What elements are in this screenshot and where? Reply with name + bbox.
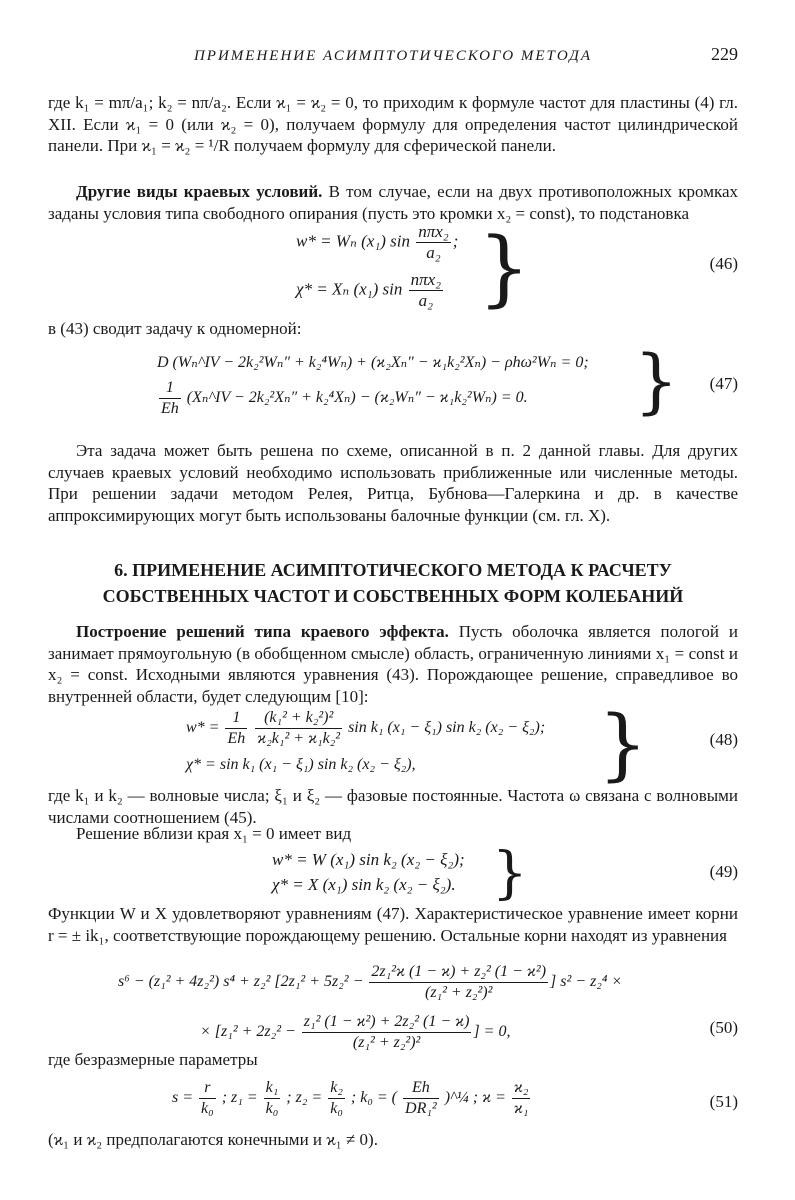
- section-heading-line-1: 6. ПРИМЕНЕНИЕ АСИМПТОТИЧЕСКОГО МЕТОДА К РАСЧЕТУ: [114, 560, 672, 580]
- eq50-l2a: × [z₁² + 2z₂² −: [200, 1023, 296, 1041]
- eq46-number: (46): [709, 254, 738, 273]
- eq48-frac-2-num: (k₁² + k₂²)²: [255, 708, 342, 729]
- paragraph-6-text: где k₁ и k₂ — волновые числа; ξ₁ и ξ₂ — фазовые постоянные. Частота ω связана с волновыми числами соотношением (45).: [48, 786, 738, 827]
- paragraph-3-text: в (43) сводит задачу к одномерной:: [48, 319, 302, 338]
- eq48-frac-1-num: 1: [225, 708, 247, 729]
- eq47-frac-num: 1: [159, 378, 181, 399]
- eq46-frac-1-num: nπx₂: [418, 222, 449, 241]
- eq47-frac: [159, 378, 181, 419]
- eq51-frac-z1-num: k₁: [264, 1078, 281, 1099]
- eq50-frac-2-den: (z₁² + z₂²)²: [352, 1034, 421, 1051]
- paragraph-9: [48, 1049, 738, 1071]
- eq46-frac-1: [416, 222, 450, 263]
- running-header: [48, 44, 738, 68]
- eq47-frac-den: Eh: [161, 400, 179, 417]
- section-heading: [48, 557, 738, 609]
- paragraph-5-heading: Построение решений типа краевого эффекта.: [76, 622, 449, 641]
- eq51-k0: ; k₀ = (: [350, 1089, 398, 1107]
- eq51-s: s =: [172, 1089, 194, 1107]
- eq47-line-2: [157, 378, 528, 419]
- eq46-frac-1-den: a₂: [426, 243, 441, 262]
- eq46-line-2: [296, 270, 445, 311]
- eq47-line-1: D (Wₙ^IV − 2k₂²Wₙ″ + k₂⁴Wₙ) + (ϰ₂Xₙ″ − ϰ₁k₂²Xₙ) − ρhω²Wₙ = 0;: [157, 354, 589, 371]
- paragraph-2-heading: Другие виды краевых условий.: [76, 182, 323, 201]
- paragraph-2-text: В том случае, если на двух противоположных кромках заданы условия типа свободного опирания (пусть это кромки x₂ = const), то подстановка: [48, 182, 739, 223]
- paragraph-10-text: (ϰ₁ и ϰ₂ предполагаются конечными и ϰ₁ ≠ 0).: [48, 1130, 378, 1149]
- paragraph-2: [48, 181, 738, 224]
- eq51-frac-s-den: k₀: [201, 1100, 214, 1117]
- header-title: ПРИМЕНЕНИЕ АСИМПТОТИЧЕСКОГО МЕТОДА: [193, 48, 593, 64]
- eq50-frac-1-num: 2z₁²ϰ (1 − ϰ) + z₂² (1 − ϰ²): [369, 962, 548, 983]
- eq50-number: (50): [709, 1018, 738, 1037]
- eq46-l1-end: ;: [452, 231, 459, 251]
- eq49-number: (49): [709, 862, 738, 881]
- eq50-frac-1-den: (z₁² + z₂²)²: [424, 984, 493, 1001]
- eq46-l2: χ* = Xₙ (x₁) sin: [296, 279, 403, 299]
- eq46-brace: }: [478, 221, 531, 316]
- eq46-line-1: [296, 222, 458, 263]
- eq51-frac-z2-num: k₂: [328, 1078, 345, 1099]
- eq48-number: (48): [709, 730, 738, 749]
- eq46-frac-2-num: nπx₂: [410, 270, 442, 289]
- eq48-line-1: [186, 708, 545, 749]
- eq50-l1b: ] s² − z₂⁴ ×: [550, 973, 623, 991]
- eq51-number: (51): [709, 1092, 738, 1111]
- eq46-l1: w* = Wₙ (x₁) sin: [296, 231, 410, 251]
- paragraph-8-text: Функции W и X удовлетворяют уравнениям (47). Характеристическое уравнение имеет корни r = ± ik₁, соответствующие порождающему решению. Остальные корни находят из уравнения: [48, 904, 738, 945]
- eq48-line-2: χ* = sin k₁ (x₁ − ξ₁) sin k₂ (x₂ − ξ₂),: [186, 756, 416, 773]
- eq51-frac-z2-den: k₀: [330, 1100, 343, 1117]
- eq48-frac-2-den: ϰ₂k₁² + ϰ₁k₂²: [257, 730, 341, 747]
- paragraph-5-text: Пусть оболочка является пологой и занимает прямоугольную (в обобщенном смысле) область, ограниченную линиями x₁ = const и x₂ = const. Исходными являются уравнения (43). Порождающее решение, справедливое во внутренней области, будет следующим [10]:: [48, 622, 738, 706]
- eq49-line-1: w* = W (x₁) sin k₂ (x₂ − ξ₂);: [272, 850, 465, 869]
- eq51-frac-z2: [328, 1078, 345, 1119]
- section-heading-line-2: СОБСТВЕННЫХ ЧАСТОТ И СОБСТВЕННЫХ ФОРМ КОЛЕБАНИЙ: [102, 586, 684, 606]
- paragraph-7-text: Решение вблизи края x₁ = 0 имеет вид: [76, 824, 352, 843]
- eq51-frac-kappa-den: ϰ₁: [513, 1100, 529, 1117]
- paragraph-1-text: где k₁ = mπ/a₁; k₂ = nπ/a₂. Если ϰ₁ = ϰ₂ = 0, то приходим к формуле частот для пластины (4) гл. XII. Если ϰ₁ = 0 (или ϰ₂ = 0), получаем формулу для определения частот цилиндрической панели. При ϰ₁ = ϰ₂ = ¹/R получаем формулу для сферической панели.: [48, 93, 738, 155]
- eq51-frac-k0-den: DR₁²: [405, 1100, 437, 1117]
- eq50-line-1: [118, 962, 622, 1003]
- eq49-brace: }: [492, 841, 528, 906]
- eq48-frac-2: [255, 708, 342, 749]
- eq48-frac-1-den: Eh: [227, 730, 246, 747]
- eq48-frac-1: [225, 708, 247, 749]
- paragraph-1: [48, 92, 738, 157]
- eq51-frac-s: [199, 1078, 216, 1119]
- eq50-frac-2-num: z₁² (1 − ϰ²) + 2z₂² (1 − ϰ): [302, 1012, 472, 1033]
- eq50-frac-1: [369, 962, 548, 1003]
- eq51-z2: ; z₂ =: [286, 1089, 323, 1107]
- eq47-l2: (Xₙ^IV − 2k₂²Xₙ″ + k₂⁴Xₙ) − (ϰ₂Wₙ″ − ϰ₁k₂²Wₙ) = 0.: [186, 389, 528, 407]
- eq51-frac-s-num: r: [199, 1078, 216, 1099]
- paragraph-3: [48, 318, 738, 340]
- eq51-frac-kappa: [512, 1078, 531, 1119]
- paragraph-5: [48, 621, 738, 707]
- eq51-frac-kappa-num: ϰ₂: [512, 1078, 531, 1099]
- eq51-frac-z1: [264, 1078, 281, 1119]
- eq51-line: [172, 1078, 532, 1119]
- eq47-brace: }: [634, 340, 679, 422]
- eq50-line-2: [200, 1012, 510, 1053]
- eq51-frac-z1-den: k₀: [265, 1100, 279, 1117]
- eq47-number: (47): [709, 374, 738, 393]
- eq49-line-2: χ* = X (x₁) sin k₂ (x₂ − ξ₂).: [272, 875, 456, 894]
- eq48-brace: }: [598, 700, 648, 790]
- paragraph-6: [48, 785, 738, 828]
- eq50-l1a: s⁶ − (z₁² + 4z₂²) s⁴ + z₂² [2z₁² + 5z₂² −: [118, 973, 364, 991]
- eq48-l1a: w* =: [186, 719, 220, 737]
- paragraph-9-text: где безразмерные параметры: [48, 1050, 258, 1069]
- eq46-frac-2-den: a₂: [418, 291, 434, 310]
- eq51-z1: ; z₁ =: [221, 1089, 258, 1107]
- paragraph-4-text: Эта задача может быть решена по схеме, описанной в п. 2 данной главы. Для других случаев краевых условий необходимо использовать приближенные или численные методы. При решении задачи методом Релея, Ритца, Бубнова—Галеркина и др. в качестве аппроксимирующих могут быть использованы балочные функции (см. гл. X).: [48, 441, 738, 525]
- paragraph-7: [48, 823, 738, 845]
- eq48-l1b: sin k₁ (x₁ − ξ₁) sin k₂ (x₂ − ξ₂);: [348, 719, 546, 737]
- eq46-frac-2: [409, 270, 443, 311]
- paragraph-8: [48, 903, 738, 946]
- page-number: 229: [711, 44, 738, 64]
- paragraph-10: [48, 1129, 738, 1151]
- eq51-frac-k0-num: Eh: [403, 1078, 439, 1099]
- eq51-k0-end: )^¼ ; ϰ =: [444, 1089, 506, 1107]
- eq50-l2b: ] = 0,: [473, 1023, 511, 1041]
- eq50-frac-2: [302, 1012, 472, 1053]
- paragraph-4: [48, 440, 738, 526]
- eq51-frac-k0: [403, 1078, 439, 1119]
